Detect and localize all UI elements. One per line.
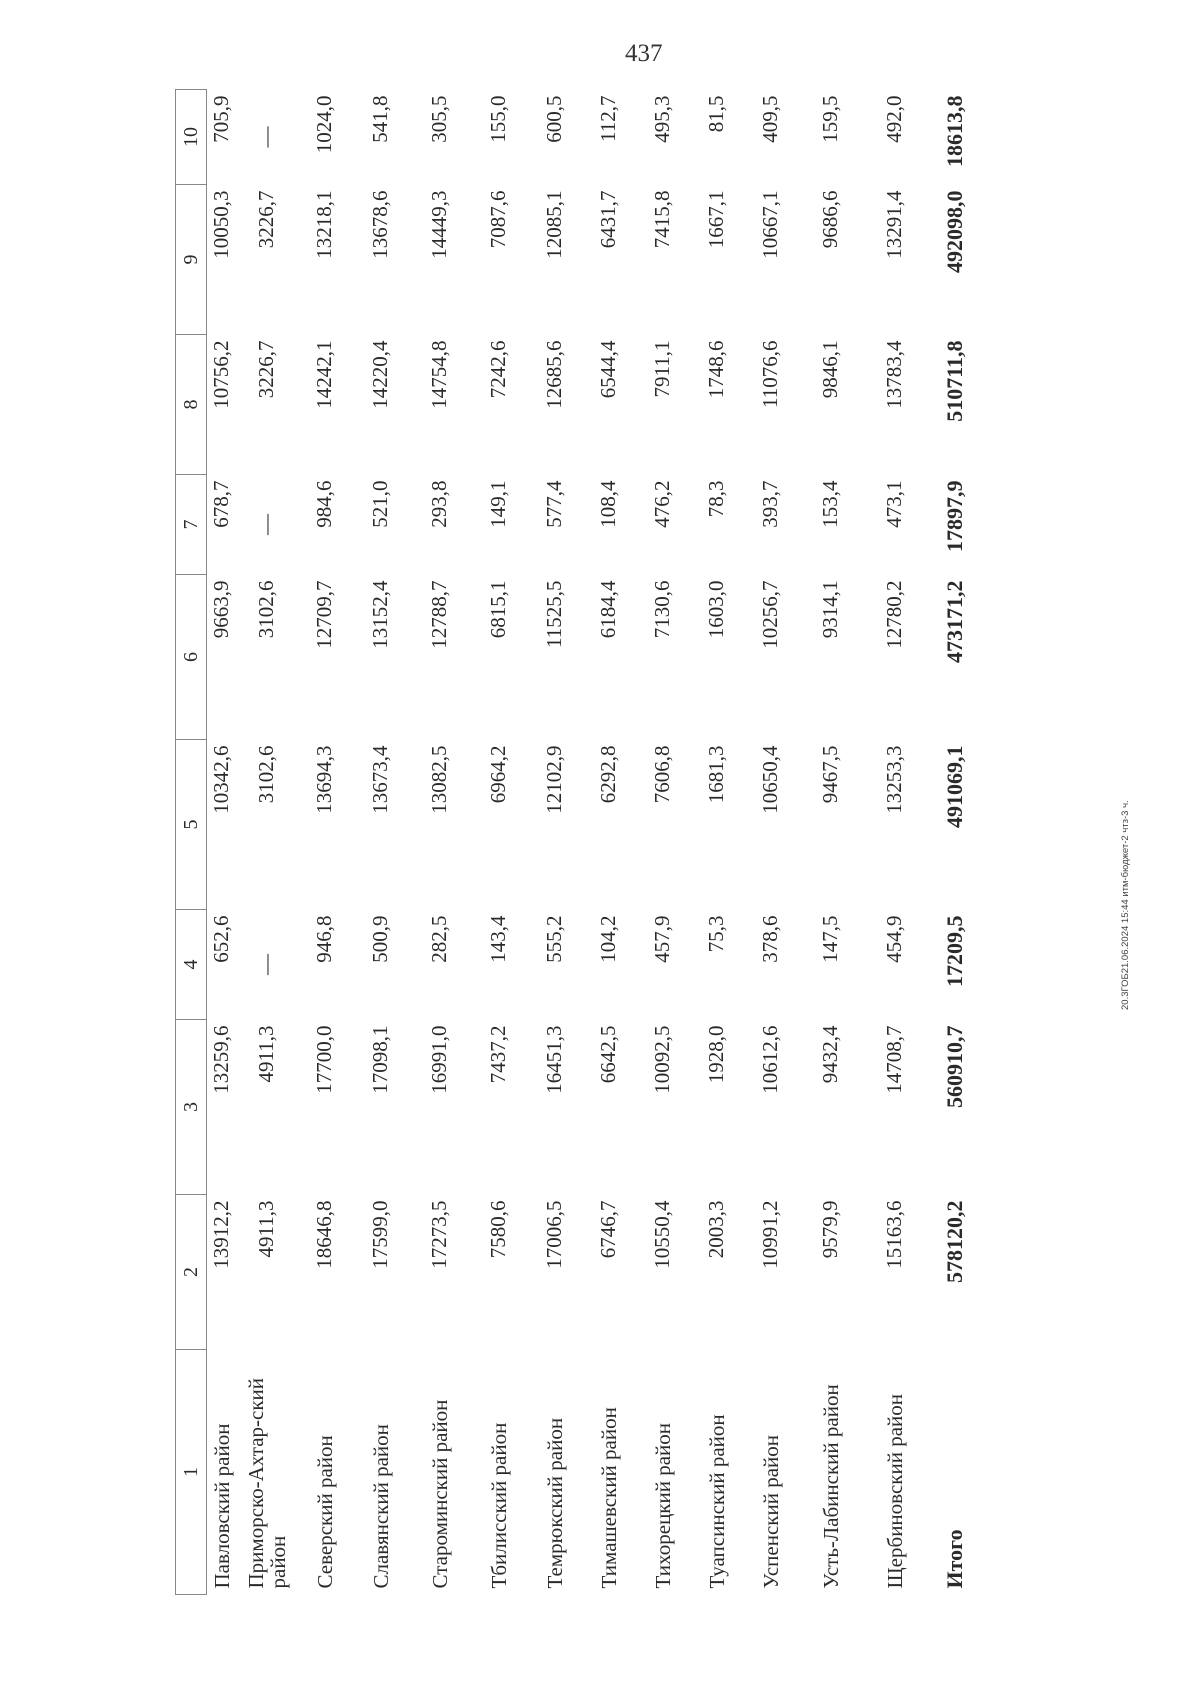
value-cell: 14449,3: [427, 190, 451, 259]
value-cell: 12788,7: [427, 580, 451, 649]
value-cell: 155,0: [486, 95, 510, 143]
header-cell: 6: [176, 575, 207, 740]
value-cell: 492,0: [882, 95, 906, 143]
district-name: Приморско-Ахтар-ский район: [243, 1377, 290, 1589]
table-row: [635, 90, 691, 1595]
value-cell: 7242,6: [486, 340, 510, 399]
value-cell: 3102,6: [254, 745, 278, 804]
value-cell: 293,8: [427, 480, 451, 528]
value-cell: 143,4: [486, 915, 510, 963]
value-cell: 10550,4: [650, 1200, 674, 1269]
value-cell: 16451,3: [542, 1025, 566, 1094]
value-cell: 17098,1: [368, 1025, 392, 1094]
value-cell: 13694,3: [312, 745, 336, 814]
header-row: [176, 90, 207, 1595]
value-cell: 3226,7: [254, 340, 278, 399]
table-row: [527, 90, 583, 1595]
value-cell: 17700,0: [312, 1025, 336, 1094]
value-cell: 555,2: [542, 915, 566, 963]
value-cell: 10756,2: [209, 340, 234, 409]
district-name: Туапсинский район: [704, 1414, 729, 1589]
value-cell: 159,5: [818, 95, 842, 143]
value-cell: 112,7: [596, 95, 620, 142]
value-cell: —: [254, 126, 278, 148]
value-cell: 678,7: [209, 480, 234, 528]
total-cell: 491069,1: [941, 745, 967, 828]
value-cell: 652,6: [209, 915, 234, 963]
value-cell: 6815,1: [486, 580, 510, 639]
value-cell: 305,5: [427, 95, 451, 143]
value-cell: 14220,4: [368, 340, 392, 409]
district-name: Усть-Лабинский район: [818, 1384, 843, 1589]
value-cell: 10650,4: [758, 745, 782, 814]
value-cell: 17599,0: [368, 1200, 392, 1269]
value-cell: 9663,9: [209, 580, 234, 639]
total-cell: 473171,2: [941, 580, 967, 663]
value-cell: 1603,0: [704, 580, 728, 639]
value-cell: 600,5: [542, 95, 566, 143]
header-cell: 2: [176, 1195, 207, 1350]
district-name: Северский район: [312, 1435, 337, 1589]
table-row: [583, 90, 635, 1595]
value-cell: 13673,4: [368, 745, 392, 814]
district-name: Тбилисский район: [486, 1422, 511, 1589]
value-cell: 14708,7: [882, 1025, 906, 1094]
total-cell: 17209,5: [941, 915, 967, 987]
value-cell: 7087,6: [486, 190, 510, 249]
value-cell: 12780,2: [882, 580, 906, 649]
value-cell: 15163,6: [882, 1200, 906, 1269]
value-cell: 12709,7: [312, 580, 336, 649]
value-cell: 7580,6: [486, 1200, 510, 1259]
value-cell: 17006,5: [542, 1200, 566, 1269]
value-cell: 3226,7: [254, 190, 278, 249]
table-row: [471, 90, 527, 1595]
value-cell: 2003,3: [704, 1200, 728, 1259]
header-cell: 1: [176, 1350, 207, 1595]
value-cell: 454,9: [882, 915, 906, 963]
value-cell: 7415,8: [650, 190, 674, 249]
value-cell: 13783,4: [882, 340, 906, 409]
value-cell: 14754,8: [427, 340, 451, 409]
value-cell: 7606,8: [650, 745, 674, 804]
header-cell: 8: [176, 335, 207, 475]
value-cell: 9686,6: [818, 190, 842, 249]
value-cell: 10050,3: [209, 190, 234, 259]
value-cell: 473,1: [882, 480, 906, 528]
header-cell: 3: [176, 1020, 207, 1195]
value-cell: 12102,9: [542, 745, 566, 814]
value-cell: 577,4: [542, 480, 566, 528]
value-cell: 10342,6: [209, 745, 234, 814]
value-cell: 4911,3: [254, 1025, 278, 1083]
value-cell: 1667,1: [704, 190, 728, 249]
value-cell: 500,9: [368, 915, 392, 963]
table-row: [691, 90, 743, 1595]
value-cell: 521,0: [368, 480, 392, 528]
value-cell: 81,5: [704, 95, 728, 133]
header-cell: 9: [176, 185, 207, 335]
value-cell: 6184,4: [596, 580, 620, 639]
table-row: [237, 90, 297, 1595]
value-cell: 18646,8: [312, 1200, 336, 1269]
value-cell: 3102,6: [254, 580, 278, 639]
table-row: [207, 90, 237, 1595]
table-body: [176, 90, 983, 1595]
value-cell: 9467,5: [818, 745, 842, 804]
header-cell: 4: [176, 910, 207, 1020]
value-cell: 14242,1: [312, 340, 336, 409]
value-cell: 10991,2: [758, 1200, 782, 1269]
rotated-table-container: [175, 95, 1015, 1595]
value-cell: —: [254, 514, 278, 535]
value-cell: 6431,7: [596, 190, 620, 249]
total-cell: 510711,8: [941, 340, 967, 422]
table-row: [353, 90, 409, 1595]
value-cell: 7437,2: [486, 1025, 510, 1084]
value-cell: 13291,4: [882, 190, 906, 259]
header-cell: 5: [176, 740, 207, 910]
value-cell: 7130,6: [650, 580, 674, 639]
table-row: [409, 90, 471, 1595]
value-cell: 149,1: [486, 480, 510, 528]
value-cell: 13259,6: [209, 1025, 234, 1094]
value-cell: 153,4: [818, 480, 842, 528]
value-cell: 476,2: [650, 480, 674, 528]
header-cell: 7: [176, 475, 207, 575]
value-cell: 13152,4: [368, 580, 392, 649]
district-name: Щербиновский район: [882, 1393, 907, 1589]
header-cell: 10: [176, 90, 207, 185]
table-row: [799, 90, 863, 1595]
value-cell: 13218,1: [312, 190, 336, 259]
district-name: Успенский район: [758, 1434, 783, 1589]
value-cell: 10092,5: [650, 1025, 674, 1094]
value-cell: 11076,6: [758, 340, 782, 408]
side-stamp-text: 20.3ГОБ21.06.2024 15:44 итм-бюджет-2 чтз-3 ч.: [1120, 800, 1131, 1010]
district-name: Славянский район: [368, 1424, 393, 1589]
value-cell: 9579,9: [818, 1200, 842, 1259]
value-cell: 9846,1: [818, 340, 842, 399]
value-cell: 705,9: [209, 95, 234, 143]
value-cell: 108,4: [596, 480, 620, 528]
value-cell: 282,5: [427, 915, 451, 963]
total-cell: 560910,7: [941, 1025, 967, 1108]
total-cell: 18613,8: [941, 95, 967, 167]
district-name: Тихорецкий район: [650, 1422, 675, 1589]
value-cell: 6964,2: [486, 745, 510, 804]
value-cell: 12085,1: [542, 190, 566, 259]
value-cell: 16991,0: [427, 1025, 451, 1094]
value-cell: 104,2: [596, 915, 620, 963]
value-cell: 10667,1: [758, 190, 782, 259]
value-cell: 1024,0: [312, 95, 336, 154]
total-row: [927, 90, 983, 1595]
value-cell: 10612,6: [758, 1025, 782, 1094]
value-cell: 75,3: [704, 915, 728, 953]
value-cell: 984,6: [312, 480, 336, 528]
value-cell: 495,3: [650, 95, 674, 143]
value-cell: 13082,5: [427, 745, 451, 814]
value-cell: 541,8: [368, 95, 392, 143]
value-cell: 11525,5: [542, 580, 566, 648]
value-cell: 6746,7: [596, 1200, 620, 1259]
value-cell: 6544,4: [596, 340, 620, 399]
value-cell: 9432,4: [818, 1025, 842, 1084]
value-cell: 1748,6: [704, 340, 728, 399]
district-name: Павловский район: [209, 1423, 234, 1589]
value-cell: 13678,6: [368, 190, 392, 259]
value-cell: 4911,3: [254, 1200, 278, 1258]
value-cell: 17273,5: [427, 1200, 451, 1269]
value-cell: 12685,6: [542, 340, 566, 409]
value-cell: 7911,1: [650, 340, 674, 398]
table-row: [863, 90, 927, 1595]
total-label: Итого: [941, 1529, 967, 1589]
page-number: 437: [625, 40, 663, 67]
value-cell: 13912,2: [209, 1200, 234, 1269]
district-name: Темрюкский район: [542, 1417, 567, 1589]
district-name: Староминский район: [427, 1399, 452, 1589]
total-cell: 492098,0: [941, 190, 967, 273]
value-cell: —: [254, 954, 278, 975]
value-cell: 946,8: [312, 915, 336, 963]
value-cell: 13253,3: [882, 745, 906, 814]
district-name: Тимашевский район: [596, 1407, 621, 1589]
value-cell: 393,7: [758, 480, 782, 528]
table-row: [743, 90, 799, 1595]
value-cell: 378,6: [758, 915, 782, 963]
table-row: [297, 90, 353, 1595]
value-cell: 1928,0: [704, 1025, 728, 1084]
value-cell: 1681,3: [704, 745, 728, 804]
total-cell: 578120,2: [941, 1200, 967, 1283]
value-cell: 9314,1: [818, 580, 842, 639]
value-cell: 78,3: [704, 480, 728, 518]
value-cell: 409,5: [758, 95, 782, 143]
data-table: [175, 89, 983, 1595]
value-cell: 10256,7: [758, 580, 782, 649]
total-cell: 17897,9: [941, 480, 967, 552]
value-cell: 457,9: [650, 915, 674, 963]
value-cell: 6292,8: [596, 745, 620, 804]
value-cell: 6642,5: [596, 1025, 620, 1084]
value-cell: 147,5: [818, 915, 842, 963]
